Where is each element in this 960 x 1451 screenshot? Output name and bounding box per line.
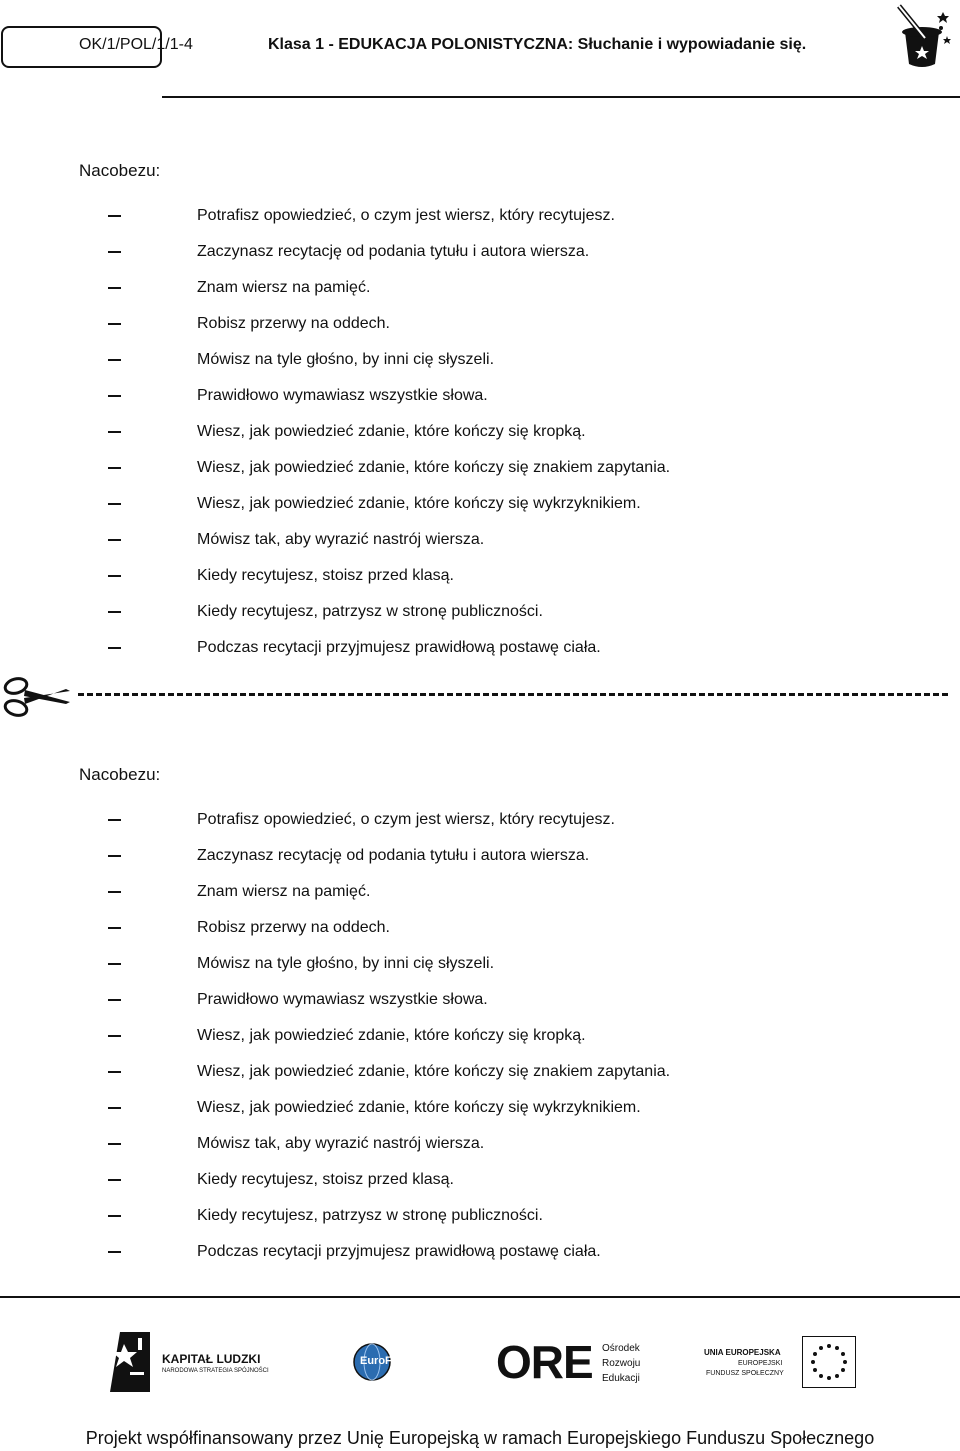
item-text: Kiedy recytujesz, patrzysz w stronę publiczności. xyxy=(197,1207,543,1224)
dash-bullet xyxy=(108,251,121,253)
dash-bullet xyxy=(108,431,121,433)
kapital-ludzki-subtitle: NARODOWA STRATEGIA SPÓJNOŚCI xyxy=(162,1368,269,1374)
item-text: Kiedy recytujesz, stoisz przed klasą. xyxy=(197,567,454,584)
dash-bullet xyxy=(108,963,121,965)
footer-divider xyxy=(0,1296,960,1298)
page-title: Klasa 1 - EDUKACJA POLONISTYCZNA: Słuchanie i wypowiadanie się. xyxy=(268,36,807,53)
item-text: Zaczynasz recytację od podania tytułu i autora wiersza. xyxy=(197,847,590,864)
item-text: Prawidłowo wymawiasz wszystkie słowa. xyxy=(197,387,488,404)
dash-bullet xyxy=(108,1107,121,1109)
header-divider xyxy=(162,96,960,98)
item-text: Wiesz, jak powiedzieć zdanie, które kończy się kropką. xyxy=(197,423,586,440)
cut-line xyxy=(78,693,948,696)
dash-bullet xyxy=(108,539,121,541)
dash-bullet xyxy=(108,1251,121,1253)
item-text: Robisz przerwy na oddech. xyxy=(197,919,390,936)
dash-bullet xyxy=(108,503,121,505)
dash-bullet xyxy=(108,1215,121,1217)
item-text: Potrafisz opowiedzieć, o czym jest wiersz, który recytujesz. xyxy=(197,811,615,828)
item-text: Prawidłowo wymawiasz wszystkie słowa. xyxy=(197,991,488,1008)
magic-hat-icon xyxy=(891,2,953,80)
dash-bullet xyxy=(108,999,121,1001)
funding-note: Projekt współfinansowany przez Unię Europejską w ramach Europejskiego Funduszu Społecznego xyxy=(85,1428,875,1448)
item-text: Kiedy recytujesz, stoisz przed klasą. xyxy=(197,1171,454,1188)
kapital-ludzki-emblem-icon xyxy=(110,1332,152,1392)
item-text: Wiesz, jak powiedzieć zdanie, które kończy się znakiem zapytania. xyxy=(197,1063,671,1080)
document-code: OK/1/POL/1/1-4 xyxy=(79,36,193,53)
euroforum-logo xyxy=(352,1342,432,1382)
ore-line-1: Ośrodek xyxy=(602,1343,640,1354)
dash-bullet xyxy=(108,647,121,649)
section-heading: Nacobezu: xyxy=(79,765,161,784)
dash-bullet xyxy=(108,575,121,577)
dash-bullet xyxy=(108,467,121,469)
dash-bullet xyxy=(108,323,121,325)
item-text: Robisz przerwy na oddech. xyxy=(197,315,390,332)
item-text: Kiedy recytujesz, patrzysz w stronę publiczności. xyxy=(197,603,543,620)
item-text: Znam wiersz na pamięć. xyxy=(197,883,371,900)
eu-title: UNIA EUROPEJSKA xyxy=(704,1348,781,1357)
dash-bullet xyxy=(108,1179,121,1181)
dash-bullet xyxy=(108,395,121,397)
kapital-ludzki-title: KAPITAŁ LUDZKI xyxy=(162,1352,261,1366)
item-text: Wiesz, jak powiedzieć zdanie, które kończy się wykrzyknikiem. xyxy=(197,495,641,512)
dash-bullet xyxy=(108,855,121,857)
item-text: Wiesz, jak powiedzieć zdanie, które kończy się kropką. xyxy=(197,1027,586,1044)
ore-mark: ORE xyxy=(496,1336,593,1388)
dash-bullet xyxy=(108,1035,121,1037)
dash-bullet xyxy=(108,819,121,821)
dash-bullet xyxy=(108,287,121,289)
item-text: Mówisz na tyle głośno, by inni cię słyszeli. xyxy=(197,955,495,972)
dash-bullet xyxy=(108,359,121,361)
eu-line-1: EUROPEJSKI xyxy=(738,1360,783,1367)
dash-bullet xyxy=(108,611,121,613)
item-text: Podczas recytacji przyjmujesz prawidłową postawę ciała. xyxy=(197,639,601,656)
euroforum-label: EuroForum xyxy=(360,1355,420,1367)
kapital-ludzki-logo xyxy=(110,1332,290,1392)
item-text: Potrafisz opowiedzieć, o czym jest wiersz, który recytujesz. xyxy=(197,207,615,224)
ore-logo xyxy=(496,1336,656,1390)
item-text: Mówisz tak, aby wyrazić nastrój wiersza. xyxy=(197,531,485,548)
dash-bullet xyxy=(108,891,121,893)
scissors-icon xyxy=(2,676,72,718)
item-text: Podczas recytacji przyjmujesz prawidłową postawę ciała. xyxy=(197,1243,601,1260)
section-heading: Nacobezu: xyxy=(79,161,161,180)
ore-line-3: Edukacji xyxy=(602,1373,640,1384)
dash-bullet xyxy=(108,927,121,929)
item-text: Zaczynasz recytację od podania tytułu i autora wiersza. xyxy=(197,243,590,260)
item-text: Mówisz na tyle głośno, by inni cię słyszeli. xyxy=(197,351,495,368)
eu-line-2: FUNDUSZ SPOŁECZNY xyxy=(706,1370,784,1377)
item-text: Wiesz, jak powiedzieć zdanie, które kończy się znakiem zapytania. xyxy=(197,459,671,476)
dash-bullet xyxy=(108,1143,121,1145)
dash-bullet xyxy=(108,1071,121,1073)
item-text: Wiesz, jak powiedzieć zdanie, które kończy się wykrzyknikiem. xyxy=(197,1099,641,1116)
eu-flag-icon xyxy=(802,1336,856,1388)
item-text: Znam wiersz na pamięć. xyxy=(197,279,371,296)
item-text: Mówisz tak, aby wyrazić nastrój wiersza. xyxy=(197,1135,485,1152)
dash-bullet xyxy=(108,215,121,217)
ore-line-2: Rozwoju xyxy=(602,1358,641,1369)
eu-logo xyxy=(704,1336,856,1388)
